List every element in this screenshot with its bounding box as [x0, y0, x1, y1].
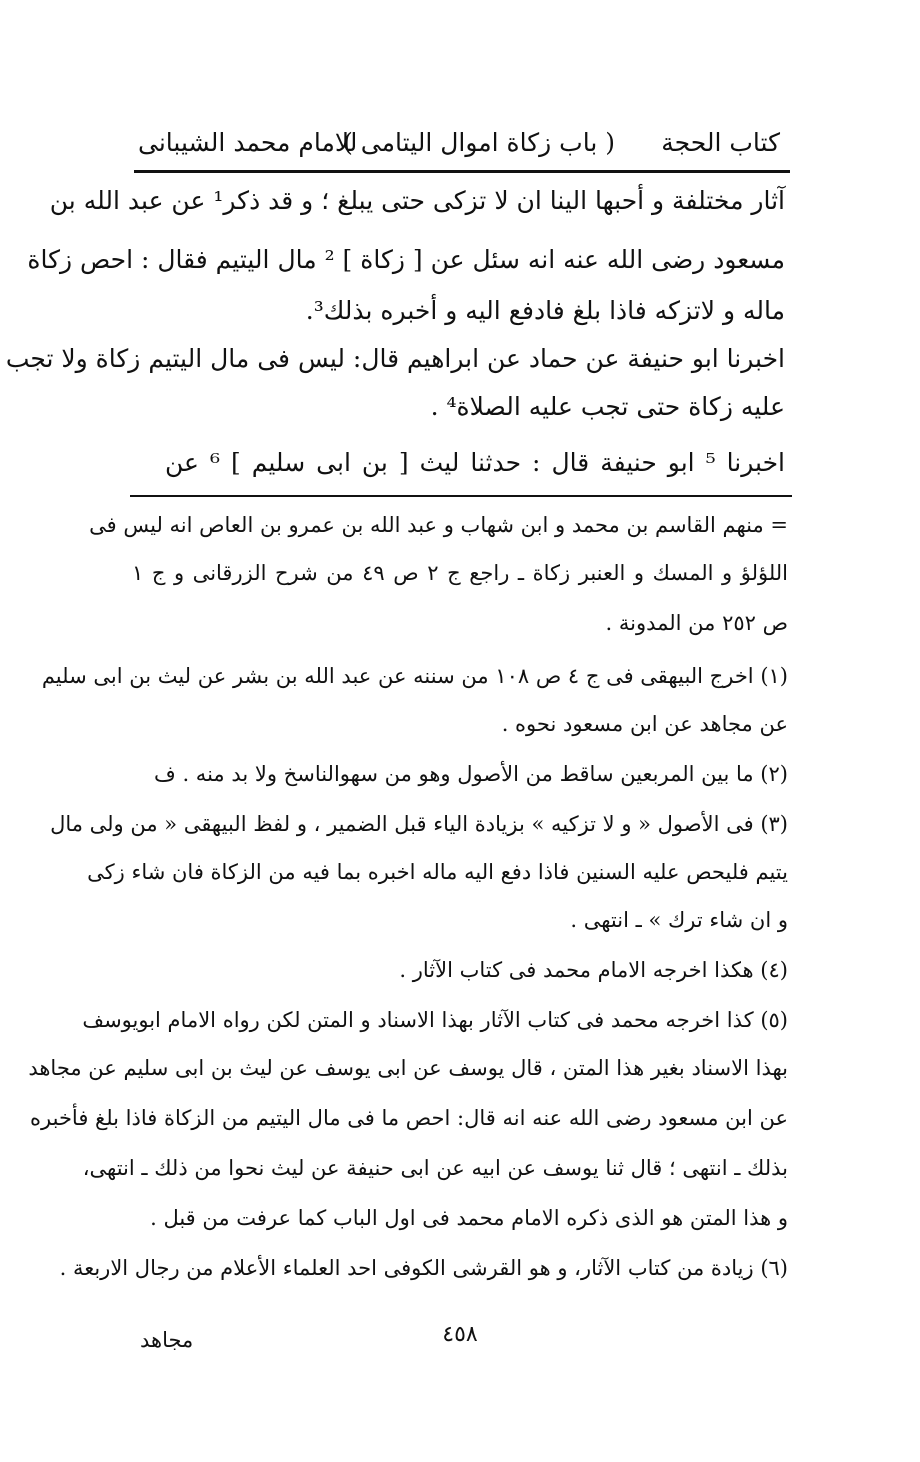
footnote-line: و ان شاء ترك » ـ انتهى .	[570, 908, 788, 932]
main-line: مسعود رضى الله عنه انه سئل عن [ زكاة ] ² مال اليتيم فقال : احص زكاة	[27, 245, 785, 274]
header-chapter-title: ( باب زكاة اموال اليتامى )	[343, 128, 615, 157]
header-author: للامام محمد الشيبانى	[138, 128, 358, 157]
main-line: اخبرنا ابو حنيفة عن حماد عن ابراهيم قال: ليس فى مال اليتيم زكاة ولا تجب	[5, 344, 785, 373]
footnote-line: (٤) هكذا اخرجه الامام محمد فى كتاب الآثار .	[399, 958, 788, 982]
catchword: مجاهد	[140, 1328, 194, 1352]
footnote-line: (٦) زيادة من كتاب الآثار، و هو القرشى الكوفى احد العلماء الأعلام من رجال الاربعة .	[59, 1256, 788, 1280]
footnote-line: (١) اخرج البيهقى فى ج ٤ ص ١٠٨ من سننه عن عبد الله بن بشر عن ليث بن ابى سليم	[41, 664, 788, 688]
footnote-line: عن ابن مسعود رضى الله عنه انه قال: احص ما فى مال اليتيم من الزكاة فاذا بلغ فأخبره	[30, 1106, 788, 1130]
header-book-title: كتاب الحجة	[661, 128, 780, 157]
header-rule	[134, 170, 790, 173]
main-line: آثار مختلفة و أحبها الينا ان لا تزكى حتى يبلغ ؛ و قد ذكر¹ عن عبد الله بن	[49, 186, 785, 215]
footnote-separator	[130, 495, 792, 497]
main-line: اخبرنا ⁵ ابو حنيفة قال : حدثنا ليث [ بن ابى سليم ] ⁶ عن	[165, 448, 785, 477]
footnote-line: اللؤلؤ و المسك و العنبر زكاة ـ راجع ج ٢ ص ٤٩ من شرح الزرقانى و ج ١	[132, 561, 789, 585]
footnote-line: (٥) كذا اخرجه محمد فى كتاب الآثار بهذا الاسناد و المتن لكن رواه الامام ابويوسف	[82, 1008, 788, 1032]
footnote-line: (٢) ما بين المربعين ساقط من الأصول وهو من سهوالناسخ ولا بد منه . ف	[154, 762, 788, 786]
footnote-line: بهذا الاسناد بغير هذا المتن ، قال يوسف عن ابى يوسف عن ليث بن ابى سليم عن مجاهد	[28, 1056, 788, 1080]
footnote-line: و هذا المتن هو الذى ذكره الامام محمد فى اول الباب كما عرفت من قبل .	[150, 1206, 788, 1230]
footnote-line: يتيم فليحص عليه السنين فاذا دفع اليه ماله اخبره بما فيه من الزكاة فان شاء زكى	[87, 860, 788, 884]
main-line: عليه زكاة حتى تجب عليه الصلاة⁴ .	[430, 392, 785, 421]
main-line: ماله و لاتزكه فاذا بلغ فادفع اليه و أخبره بذلك³.	[305, 296, 785, 325]
footnote-line: (٣) فى الأصول « و لا تزكيه » بزيادة الياء قبل الضمير ، و لفظ البيهقى « من ولى مال	[50, 812, 788, 836]
footnote-line: بذلك ـ انتهى ؛ قال ثنا يوسف عن ابيه عن ابى حنيفة عن ليث نحوا من ذلك ـ انتهى،	[82, 1156, 788, 1180]
footnote-line: عن مجاهد عن ابن مسعود نحوه .	[501, 712, 788, 736]
page-number: ٤٥٨	[442, 1322, 478, 1347]
footnote-line: = منهم القاسم بن محمد و ابن شهاب و عبد الله بن عمرو بن العاص انه ليس فى	[89, 513, 788, 537]
footnote-line: ص ٢٥٢ من المدونة .	[605, 611, 788, 635]
